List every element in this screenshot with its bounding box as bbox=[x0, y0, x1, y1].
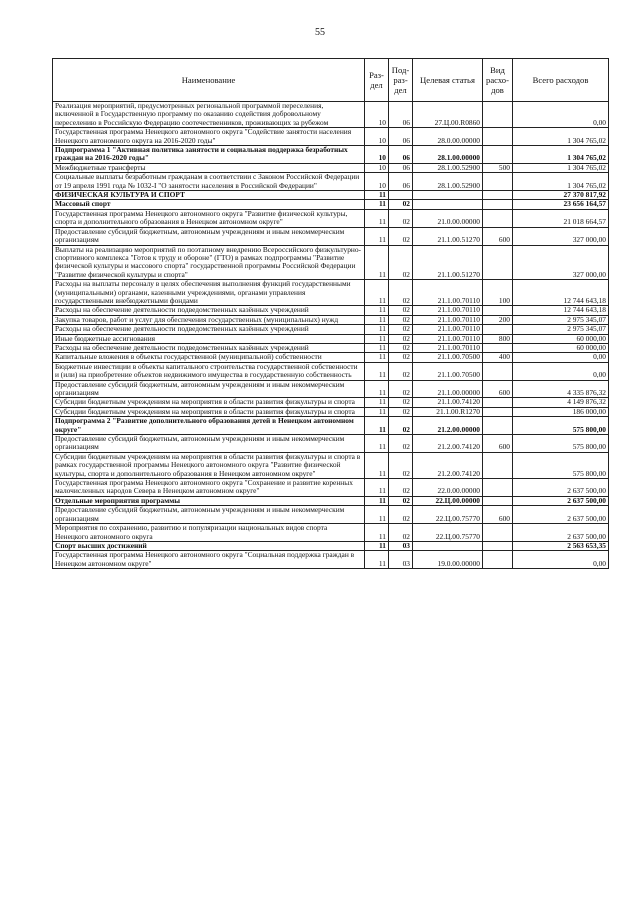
cell-total: 4 149 876,32 bbox=[513, 398, 609, 407]
cell-name: Субсидии бюджетным учреждениям на мероприятия в области развития физкультуры и спорта bbox=[53, 398, 365, 407]
cell-statya: 19.0.00.00000 bbox=[413, 551, 483, 569]
header-statya: Целевая статья bbox=[413, 59, 483, 102]
table-row bbox=[53, 173, 609, 191]
cell-vid bbox=[483, 452, 513, 478]
cell-razdel: 11 bbox=[365, 398, 389, 407]
cell-name: Межбюджетные трансферты bbox=[53, 163, 365, 172]
table-row bbox=[53, 417, 609, 435]
cell-vid bbox=[483, 146, 513, 164]
cell-total: 575 800,00 bbox=[513, 452, 609, 478]
cell-total: 2 637 500,00 bbox=[513, 524, 609, 542]
cell-podrazdel: 02 bbox=[389, 315, 413, 324]
cell-name: Массовый спорт bbox=[53, 200, 365, 209]
cell-statya: 22.Ц.00.75770 bbox=[413, 524, 483, 542]
cell-statya bbox=[413, 541, 483, 550]
cell-total: 60 000,00 bbox=[513, 343, 609, 352]
header-podrazdel: Под-раз-дел bbox=[389, 59, 413, 102]
table-row bbox=[53, 452, 609, 478]
cell-podrazdel: 06 bbox=[389, 173, 413, 191]
cell-vid: 800 bbox=[483, 334, 513, 343]
cell-statya: 27.Ц.00.R0860 bbox=[413, 102, 483, 128]
cell-razdel: 11 bbox=[365, 315, 389, 324]
cell-podrazdel: 02 bbox=[389, 334, 413, 343]
cell-vid: 100 bbox=[483, 280, 513, 306]
cell-vid bbox=[483, 325, 513, 334]
cell-name: Социальные выплаты безработным гражданам в соответствии с Законом Российской Федерации от 19 апреля 1991 года № 1032-I "О занятости населения в Российской Федерации" bbox=[53, 173, 365, 191]
cell-podrazdel: 02 bbox=[389, 479, 413, 497]
cell-name: Государственная программа Ненецкого автономного округа "Содействие занятости населения Ненецкого автономного округа на 2016-2020 годы" bbox=[53, 128, 365, 146]
budget-table bbox=[52, 58, 609, 569]
cell-vid bbox=[483, 306, 513, 315]
cell-razdel: 10 bbox=[365, 128, 389, 146]
cell-total: 0,00 bbox=[513, 551, 609, 569]
cell-razdel: 11 bbox=[365, 380, 389, 398]
cell-razdel: 11 bbox=[365, 524, 389, 542]
cell-total: 0,00 bbox=[513, 102, 609, 128]
cell-name: Подпрограмма 1 "Активная политика занятости и социальная поддержка безработных граждан на 2016-2020 годы" bbox=[53, 146, 365, 164]
table-row bbox=[53, 146, 609, 164]
cell-vid bbox=[483, 398, 513, 407]
cell-podrazdel: 02 bbox=[389, 209, 413, 227]
cell-statya: 21.1.00.51270 bbox=[413, 227, 483, 245]
cell-podrazdel: 03 bbox=[389, 551, 413, 569]
table-row bbox=[53, 362, 609, 380]
cell-total: 575 800,00 bbox=[513, 417, 609, 435]
cell-vid bbox=[483, 173, 513, 191]
cell-statya: 21.1.00.00000 bbox=[413, 380, 483, 398]
cell-total: 1 304 765,02 bbox=[513, 173, 609, 191]
cell-podrazdel: 02 bbox=[389, 200, 413, 209]
cell-name: Предоставление субсидий бюджетным, автономным учреждениям и иным некоммерческим организациям bbox=[53, 435, 365, 453]
cell-vid bbox=[483, 479, 513, 497]
header-total: Всего расходов bbox=[513, 59, 609, 102]
cell-podrazdel: 06 bbox=[389, 146, 413, 164]
cell-name: Спорт высших достижений bbox=[53, 541, 365, 550]
cell-total: 12 744 643,18 bbox=[513, 306, 609, 315]
cell-statya: 21.2.00.00000 bbox=[413, 417, 483, 435]
cell-name: Государственная программа Ненецкого автономного округа "Социальная поддержка граждан в Ненецком автономном округе" bbox=[53, 551, 365, 569]
cell-statya: 21.1.00.70110 bbox=[413, 306, 483, 315]
cell-statya: 21.1.00.70110 bbox=[413, 325, 483, 334]
cell-vid bbox=[483, 245, 513, 280]
cell-podrazdel: 02 bbox=[389, 353, 413, 362]
cell-podrazdel: 02 bbox=[389, 435, 413, 453]
cell-statya: 21.1.00.51270 bbox=[413, 245, 483, 280]
cell-name: Выплаты на реализацию мероприятий по поэтапному внедрению Всероссийского физкультурно-спортивного комплекса "Готов к труду и обороне" (ГТО) в рамках подпрограммы "Развитие физической культуры и массового спорта" государственной программы Российской Федерации "Развитие физической культуры и спорта" bbox=[53, 245, 365, 280]
cell-vid: 200 bbox=[483, 315, 513, 324]
cell-statya: 21.1.00.70110 bbox=[413, 315, 483, 324]
cell-razdel: 11 bbox=[365, 479, 389, 497]
cell-total: 0,00 bbox=[513, 362, 609, 380]
cell-razdel: 10 bbox=[365, 102, 389, 128]
cell-statya: 21.2.00.74120 bbox=[413, 435, 483, 453]
cell-statya bbox=[413, 200, 483, 209]
cell-statya: 21.1.00.R1270 bbox=[413, 407, 483, 416]
cell-vid: 500 bbox=[483, 163, 513, 172]
cell-podrazdel: 02 bbox=[389, 306, 413, 315]
cell-podrazdel: 02 bbox=[389, 380, 413, 398]
header-vid: Вид расхо-дов bbox=[483, 59, 513, 102]
cell-total: 2 563 653,35 bbox=[513, 541, 609, 550]
cell-razdel: 11 bbox=[365, 407, 389, 416]
table-row bbox=[53, 102, 609, 128]
cell-statya bbox=[413, 191, 483, 200]
cell-total: 1 304 765,02 bbox=[513, 163, 609, 172]
cell-statya: 21.2.00.74120 bbox=[413, 452, 483, 478]
cell-name: Субсидии бюджетным учреждениям на мероприятия в области развития физкультуры и спорта в рамках государственной программы Ненецкого автономного округа "Развитие физической культуры, спорта и дополнительного образования в Ненецком автономном округе" bbox=[53, 452, 365, 478]
cell-podrazdel: 02 bbox=[389, 524, 413, 542]
cell-vid bbox=[483, 524, 513, 542]
cell-name: Закупка товаров, работ и услуг для обеспечения государственных (муниципальных) нужд bbox=[53, 315, 365, 324]
table-row bbox=[53, 353, 609, 362]
cell-name: Государственная программа Ненецкого автономного округа "Развитие физической культуры, спорта и дополнительного образования в Ненецком автономном округе" bbox=[53, 209, 365, 227]
cell-statya: 21.1.00.70110 bbox=[413, 334, 483, 343]
cell-razdel: 11 bbox=[365, 280, 389, 306]
cell-vid bbox=[483, 191, 513, 200]
cell-vid bbox=[483, 102, 513, 128]
cell-total: 27 370 817,92 bbox=[513, 191, 609, 200]
cell-vid: 600 bbox=[483, 506, 513, 524]
cell-podrazdel: 06 bbox=[389, 102, 413, 128]
cell-total: 2 637 500,00 bbox=[513, 496, 609, 505]
cell-razdel: 11 bbox=[365, 200, 389, 209]
cell-podrazdel: 02 bbox=[389, 227, 413, 245]
cell-total: 327 000,00 bbox=[513, 245, 609, 280]
table-row bbox=[53, 128, 609, 146]
cell-name: Предоставление субсидий бюджетным, автономным учреждениям и иным некоммерческим организациям bbox=[53, 380, 365, 398]
cell-statya: 28.1.00.52900 bbox=[413, 173, 483, 191]
table-row bbox=[53, 245, 609, 280]
table-row bbox=[53, 227, 609, 245]
cell-name: Расходы на обеспечение деятельности подведомственных казённых учреждений bbox=[53, 343, 365, 352]
cell-razdel: 11 bbox=[365, 306, 389, 315]
cell-razdel: 11 bbox=[365, 362, 389, 380]
cell-razdel: 11 bbox=[365, 227, 389, 245]
cell-razdel: 11 bbox=[365, 334, 389, 343]
table-row bbox=[53, 191, 609, 200]
cell-name: Субсидии бюджетным учреждениям на мероприятия в области развития физкультуры и спорта bbox=[53, 407, 365, 416]
cell-vid bbox=[483, 417, 513, 435]
cell-vid bbox=[483, 200, 513, 209]
cell-total: 60 000,00 bbox=[513, 334, 609, 343]
table-row bbox=[53, 209, 609, 227]
table-row bbox=[53, 325, 609, 334]
cell-podrazdel: 02 bbox=[389, 245, 413, 280]
cell-statya: 28.1.00.52900 bbox=[413, 163, 483, 172]
cell-vid: 600 bbox=[483, 435, 513, 453]
cell-name: Иные бюджетные ассигнования bbox=[53, 334, 365, 343]
table-row bbox=[53, 398, 609, 407]
cell-statya: 28.1.00.00000 bbox=[413, 146, 483, 164]
cell-name: Бюджетные инвестиции в объекты капитального строительства государственной собственности и (или) на приобретение объектов недвижимого имущества в государственную собственность bbox=[53, 362, 365, 380]
cell-vid bbox=[483, 362, 513, 380]
table-row bbox=[53, 479, 609, 497]
cell-razdel: 10 bbox=[365, 163, 389, 172]
cell-name: Подпрограмма 2 "Развитие дополнительного образования детей в Ненецком автономном округе" bbox=[53, 417, 365, 435]
cell-vid: 400 bbox=[483, 353, 513, 362]
cell-razdel: 11 bbox=[365, 209, 389, 227]
cell-podrazdel: 02 bbox=[389, 325, 413, 334]
cell-name: Расходы на обеспечение деятельности подведомственных казённых учреждений bbox=[53, 306, 365, 315]
cell-name: Реализация мероприятий, предусмотренных региональной программой переселения, включенной в Государственную программу по оказанию содействия добровольному переселению в Российскую Федерацию соотечественников, проживающих за рубежом bbox=[53, 102, 365, 128]
cell-vid bbox=[483, 551, 513, 569]
cell-podrazdel: 02 bbox=[389, 280, 413, 306]
cell-razdel: 11 bbox=[365, 353, 389, 362]
cell-total: 186 000,00 bbox=[513, 407, 609, 416]
cell-podrazdel: 06 bbox=[389, 128, 413, 146]
cell-statya: 21.1.00.74120 bbox=[413, 398, 483, 407]
cell-vid bbox=[483, 407, 513, 416]
table-row bbox=[53, 435, 609, 453]
cell-podrazdel: 02 bbox=[389, 506, 413, 524]
table-header-row bbox=[53, 59, 609, 102]
cell-razdel: 10 bbox=[365, 146, 389, 164]
cell-name: ФИЗИЧЕСКАЯ КУЛЬТУРА И СПОРТ bbox=[53, 191, 365, 200]
cell-razdel: 11 bbox=[365, 191, 389, 200]
cell-total: 575 800,00 bbox=[513, 435, 609, 453]
table-row bbox=[53, 551, 609, 569]
cell-name: Мероприятия по сохранению, развитию и популяризации национальных видов спорта Ненецкого автономного округа bbox=[53, 524, 365, 542]
cell-statya: 22.Ц.00.00000 bbox=[413, 496, 483, 505]
cell-statya: 21.1.00.70500 bbox=[413, 353, 483, 362]
cell-statya: 21.1.00.70110 bbox=[413, 280, 483, 306]
cell-total: 2 637 500,00 bbox=[513, 479, 609, 497]
cell-name: Предоставление субсидий бюджетным, автономным учреждениям и иным некоммерческим организациям bbox=[53, 506, 365, 524]
cell-total: 2 975 345,07 bbox=[513, 315, 609, 324]
cell-razdel: 11 bbox=[365, 343, 389, 352]
cell-podrazdel: 02 bbox=[389, 407, 413, 416]
table-row bbox=[53, 506, 609, 524]
cell-razdel: 11 bbox=[365, 496, 389, 505]
cell-vid bbox=[483, 209, 513, 227]
cell-name: Государственная программа Ненецкого автономного округа "Сохранение и развитие коренных малочисленных народов Севера в Ненецком автономном округе" bbox=[53, 479, 365, 497]
cell-total: 0,00 bbox=[513, 353, 609, 362]
cell-statya: 22.0.00.00000 bbox=[413, 479, 483, 497]
header-razdel: Раз-дел bbox=[365, 59, 389, 102]
cell-statya: 21.0.00.00000 bbox=[413, 209, 483, 227]
cell-razdel: 11 bbox=[365, 245, 389, 280]
cell-total: 1 304 765,02 bbox=[513, 146, 609, 164]
cell-razdel: 11 bbox=[365, 541, 389, 550]
cell-razdel: 11 bbox=[365, 417, 389, 435]
cell-razdel: 10 bbox=[365, 173, 389, 191]
cell-total: 12 744 643,18 bbox=[513, 280, 609, 306]
cell-name: Расходы на обеспечение деятельности подведомственных казённых учреждений bbox=[53, 325, 365, 334]
cell-total: 327 000,00 bbox=[513, 227, 609, 245]
page-number: 55 bbox=[315, 27, 325, 38]
cell-statya: 21.1.00.70500 bbox=[413, 362, 483, 380]
cell-total: 23 656 164,57 bbox=[513, 200, 609, 209]
cell-podrazdel: 02 bbox=[389, 362, 413, 380]
cell-statya: 22.Ц.00.75770 bbox=[413, 506, 483, 524]
cell-name: Капитальные вложения в объекты государственной (муниципальной) собственности bbox=[53, 353, 365, 362]
table-row bbox=[53, 524, 609, 542]
cell-statya: 28.0.00.00000 bbox=[413, 128, 483, 146]
cell-total: 2 975 345,07 bbox=[513, 325, 609, 334]
table-body bbox=[53, 102, 609, 569]
cell-podrazdel: 02 bbox=[389, 452, 413, 478]
cell-podrazdel: 06 bbox=[389, 163, 413, 172]
table-row bbox=[53, 200, 609, 209]
table-row bbox=[53, 380, 609, 398]
table-row bbox=[53, 280, 609, 306]
cell-total: 4 335 876,32 bbox=[513, 380, 609, 398]
table-row bbox=[53, 306, 609, 315]
cell-vid bbox=[483, 541, 513, 550]
cell-name: Расходы на выплаты персоналу в целях обеспечения выполнения функций государственными (муниципальными) органами, казенными учреждениями, органами управления государственными внебюджетными фондами bbox=[53, 280, 365, 306]
cell-vid: 600 bbox=[483, 380, 513, 398]
cell-name: Предоставление субсидий бюджетным, автономным учреждениям и иным некоммерческим организациям bbox=[53, 227, 365, 245]
cell-razdel: 11 bbox=[365, 435, 389, 453]
cell-razdel: 11 bbox=[365, 325, 389, 334]
cell-vid bbox=[483, 128, 513, 146]
cell-razdel: 11 bbox=[365, 452, 389, 478]
header-name: Наименование bbox=[53, 59, 365, 102]
cell-total: 2 637 500,00 bbox=[513, 506, 609, 524]
cell-razdel: 11 bbox=[365, 551, 389, 569]
cell-total: 1 304 765,02 bbox=[513, 128, 609, 146]
cell-podrazdel: 02 bbox=[389, 417, 413, 435]
cell-name: Отдельные мероприятия программы bbox=[53, 496, 365, 505]
cell-statya: 21.1.00.70110 bbox=[413, 343, 483, 352]
cell-podrazdel: 02 bbox=[389, 398, 413, 407]
cell-vid: 600 bbox=[483, 227, 513, 245]
cell-vid bbox=[483, 496, 513, 505]
cell-podrazdel: 02 bbox=[389, 496, 413, 505]
cell-total: 21 018 664,57 bbox=[513, 209, 609, 227]
cell-razdel: 11 bbox=[365, 506, 389, 524]
cell-podrazdel: 03 bbox=[389, 541, 413, 550]
cell-podrazdel: 02 bbox=[389, 343, 413, 352]
